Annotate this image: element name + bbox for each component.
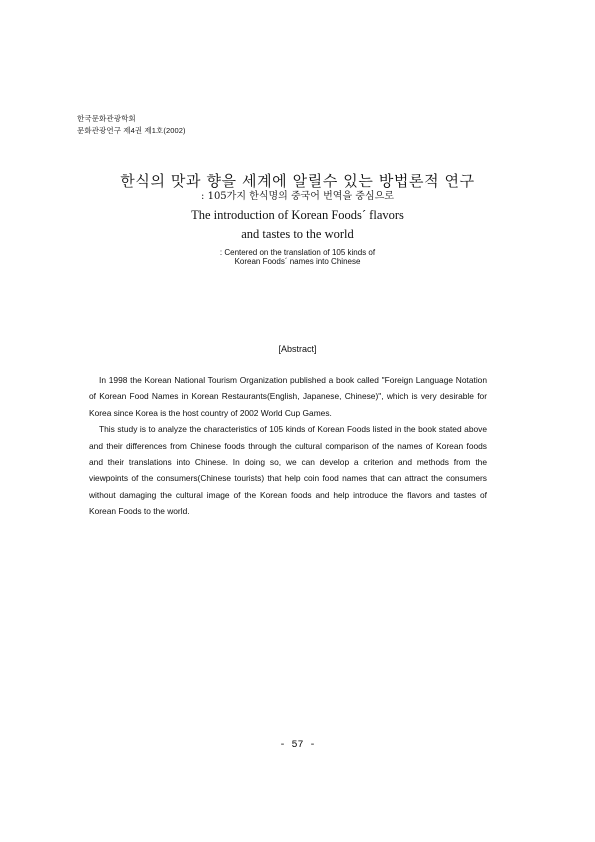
english-subtitle-line-1: : Centered on the translation of 105 kinds of [219, 248, 376, 257]
journal-issue: 문화관광연구 제4권 제1호(2002) [77, 126, 186, 135]
journal-header [77, 113, 186, 137]
korean-title: 한식의 맛과 향을 세계에 알릴수 있는 방법론적 연구 [120, 172, 475, 190]
society-name: 한국문화관광학회 [77, 114, 136, 123]
english-subtitle-line-2: Korean Foods´ names into Chinese [234, 257, 361, 266]
title-block [0, 170, 595, 266]
page-number: - 57 - [279, 740, 316, 751]
abstract-heading: [Abstract] [278, 344, 317, 354]
korean-subtitle: : 105가지 한식명의 중국어 번역을 중심으로 [201, 191, 394, 202]
abstract-paragraph-2: This study is to analyze the characteristics of 105 kinds of Korean Foods listed in the book stated above and their differences from Chinese foods through the cultural comparison of the names of Korean foods and their translations into Chinese. In doing so, we can develop a criterion and methods from the viewpoints of the consumers(Chinese tourists) that help coin food names that can attract the consumers without damaging the cultural image of the Korean foods and help introduce the flavors and tastes of Korean Foods to the world. [89, 424, 487, 517]
abstract-body [89, 372, 487, 520]
english-subtitle [0, 248, 595, 266]
english-title [0, 206, 595, 244]
english-title-line-1: The introduction of Korean Foods´ flavors [191, 208, 404, 222]
abstract-paragraph-1: In 1998 the Korean National Tourism Organization published a book called "Foreign Language Notation of Korean Food Names in Korean Restaurants(English, Japanese, Chinese)", which is very desirable for Korea since Korea is the host country of 2002 World Cup Games. [89, 375, 487, 418]
english-title-line-2: and tastes to the world [241, 227, 354, 241]
